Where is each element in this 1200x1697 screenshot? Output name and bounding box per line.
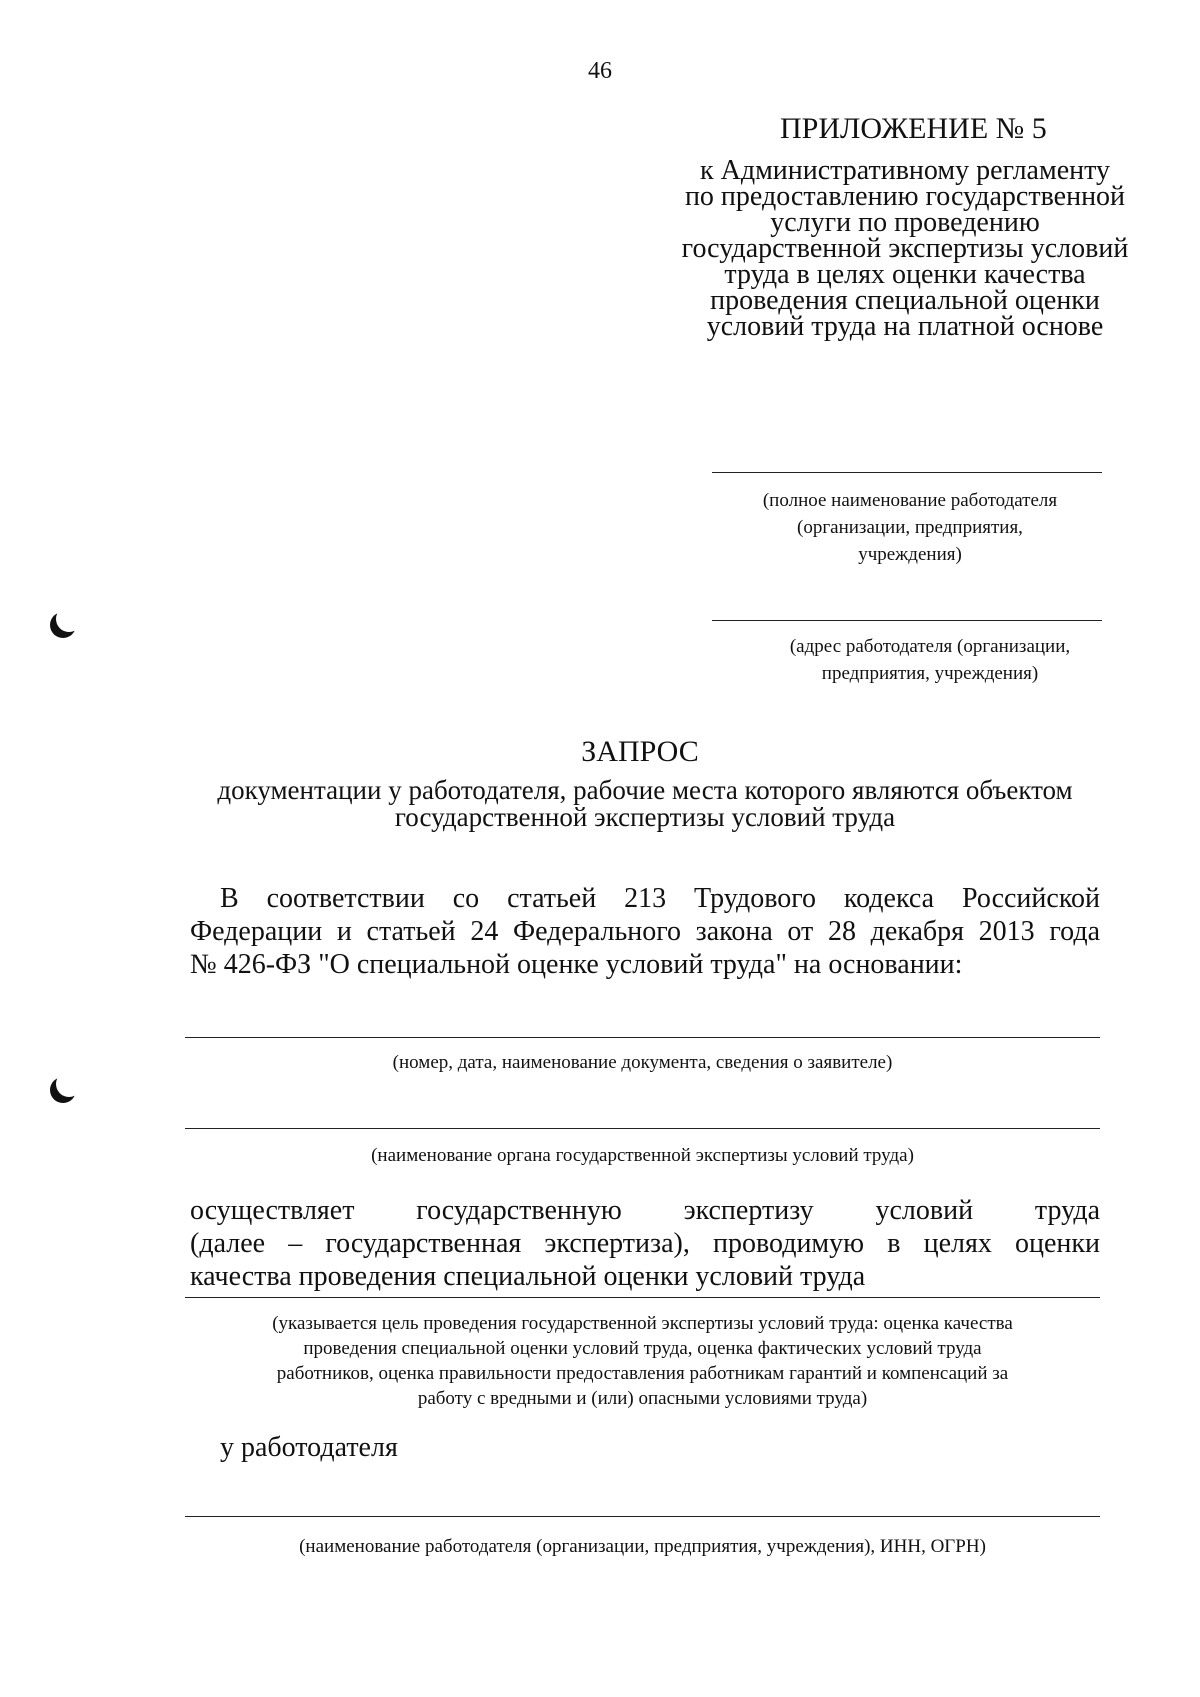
document-line: [185, 1037, 1100, 1038]
paragraph-line: В соответствии со статьей 213 Трудового кодекса Российской: [220, 883, 1100, 914]
paragraph-legal-basis: [190, 882, 1100, 981]
caption-line: проведения специальной оценки условий труда, оценка фактических условий труда: [303, 1338, 982, 1359]
employer-name-caption: [700, 487, 1120, 568]
employer-line: [185, 1516, 1100, 1517]
caption-line: (организации, предприятия,: [797, 517, 1023, 538]
paragraph-expertise: [190, 1194, 1100, 1293]
paragraph-line: качества проведения специальной оценки условий труда: [190, 1261, 866, 1292]
employer-address-line: [712, 620, 1102, 621]
appendix-line: услуги по проведению: [770, 207, 1040, 238]
caption-line: предприятия, учреждения): [821, 663, 1039, 684]
paragraph-line: Федерации и статьей 24 Федерального закона от 28 декабря 2013 года: [190, 916, 1100, 947]
employer-label: у работодателя: [220, 1432, 398, 1463]
scan-punch-mark: [56, 1071, 82, 1097]
request-title: ЗАПРОС: [581, 735, 699, 768]
appendix-line: проведения специальной оценки: [710, 285, 1100, 316]
paragraph-line: осуществляет государственную экспертизу условий труда: [190, 1195, 1100, 1226]
request-subtitle-line: государственной экспертизы условий труда: [394, 802, 896, 832]
employer-name-line: [712, 472, 1102, 473]
employer-address-caption: [720, 633, 1140, 687]
caption-line: учреждения): [858, 544, 962, 565]
request-subtitle-line: документации у работодателя, рабочие места которого являются объектом: [217, 775, 1073, 805]
document-caption: (номер, дата, наименование документа, сведения о заявителе): [392, 1052, 893, 1073]
request-subtitle: [180, 777, 1110, 831]
purpose-caption: [185, 1311, 1100, 1411]
appendix-line: по предоставлению государственной: [684, 181, 1126, 212]
appendix-subtitle: [640, 155, 1170, 342]
purpose-line: [185, 1297, 1100, 1298]
appendix-title: ПРИЛОЖЕНИЕ № 5: [780, 112, 1047, 145]
caption-line: (адрес работодателя (организации,: [789, 636, 1071, 657]
page-number: 46: [588, 58, 612, 84]
appendix-line: к Административному регламенту: [700, 155, 1110, 186]
appendix-line: труда в целях оценки качества: [724, 259, 1086, 290]
paragraph-line: (далее – государственная экспертиза), проводимую в целях оценки: [190, 1228, 1100, 1259]
appendix-line: условий труда на платной основе: [706, 311, 1104, 342]
caption-line: работу с вредными и (или) опасными условиями труда): [417, 1388, 868, 1409]
scan-punch-mark: [56, 606, 82, 632]
authority-line: [185, 1128, 1100, 1129]
caption-line: работников, оценка правильности предоставления работникам гарантий и компенсаций за: [276, 1363, 1009, 1384]
paragraph-line: № 426-ФЗ "О специальной оценке условий труда" на основании:: [190, 949, 963, 980]
authority-caption: (наименование органа государственной экспертизы условий труда): [371, 1145, 914, 1166]
caption-line: (указывается цель проведения государственной экспертизы условий труда: оценка качества: [272, 1313, 1013, 1334]
appendix-line: государственной экспертизы условий: [681, 233, 1129, 264]
caption-line: (полное наименование работодателя: [762, 490, 1058, 511]
employer-caption: (наименование работодателя (организации, предприятия, учреждения), ИНН, ОГРН): [299, 1536, 986, 1557]
